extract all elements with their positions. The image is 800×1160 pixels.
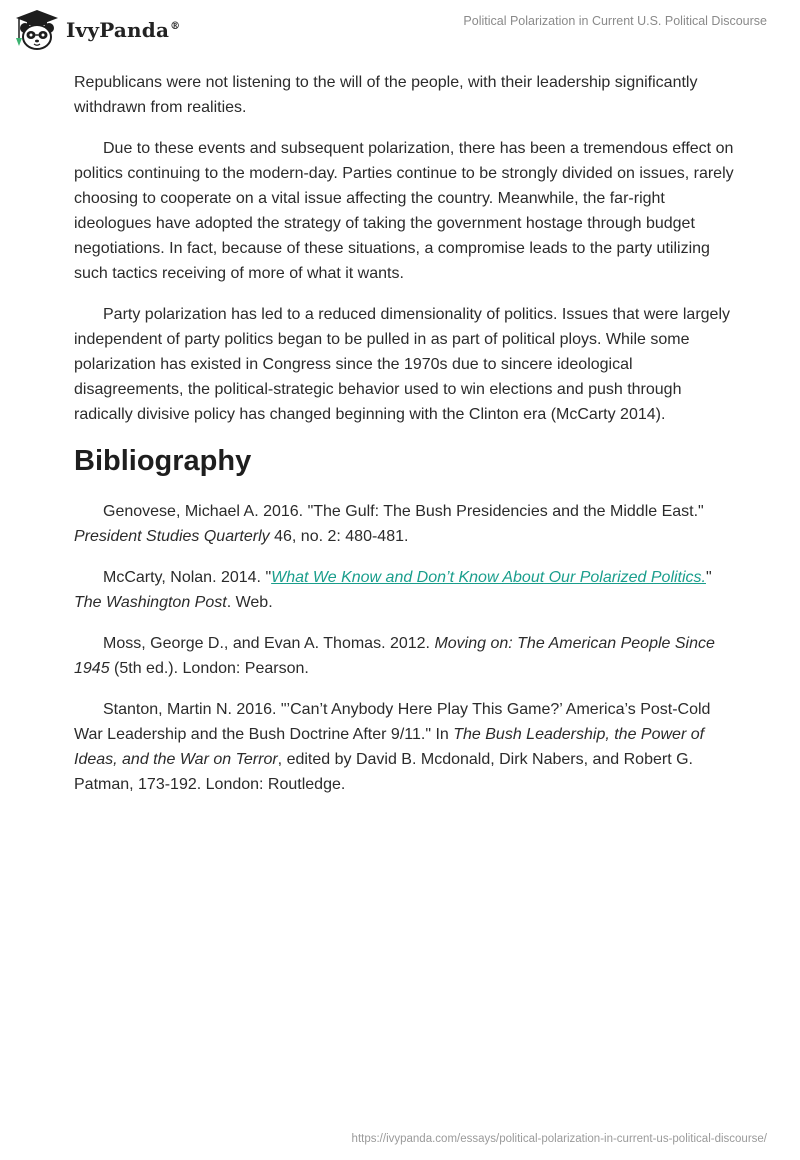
essay-content xyxy=(74,70,734,813)
bibliography-heading: Bibliography xyxy=(74,445,252,477)
logo-text: IvyPanda® xyxy=(66,18,181,42)
page-header xyxy=(0,0,800,66)
bib-entry-moss: Moss, George D., and Evan A. Thomas. 2012. Moving on: The American People Since 1945 (5th ed.). London: Pearson. xyxy=(74,635,715,677)
paragraph-2: Due to these events and subsequent polarization, there has been a tremendous effect on politics continuing to the modern-day. Parties continue to be strongly divided on issues, rarely choosing to cooperate on a vital issue affecting the country. Meanwhile, the far-right ideologues have adopted the strategy of taking the government hostage through budget negotiations. In fact, because of these situations, a compromise leads to the party utilizing such tactics receiving of more of what it wants. xyxy=(74,140,734,282)
bibliography-list xyxy=(74,499,734,797)
paragraph-1: Republicans were not listening to the will of the people, with their leadership significantly withdrawn from realities. xyxy=(74,74,698,116)
bib-entry-mccarty: McCarty, Nolan. 2014. "What We Know and Don’t Know About Our Polarized Politics." The Washington Post. Web. xyxy=(74,569,712,611)
bib-entry-stanton: Stanton, Martin N. 2016. "’Can’t Anybody Here Play This Game?’ America’s Post-Cold War Leadership and the Bush Doctrine After 9/11." In The Bush Leadership, the Power of Ideas, and the War on Terror, edited by David B. Mcdonald, Dirk Nabers, and Robert G. Patman, 173-192. London: Routledge. xyxy=(74,701,711,793)
footer-url[interactable]: https://ivypanda.com/essays/political-polarization-in-current-us-political-discourse/ xyxy=(351,1133,767,1145)
document-title: Political Polarization in Current U.S. Political Discourse xyxy=(463,14,767,28)
paragraph-3: Party polarization has led to a reduced dimensionality of politics. Issues that were largely independent of party politics began to be pulled in as part of political ploys. While some polarization has existed in Congress since the 1970s due to sincere ideological disagreements, the political-strategic behavior used to win elections and push through radically divisive policy has changed beginning with the Clinton era (McCarty 2014). xyxy=(74,306,730,423)
bib-entry-genovese: Genovese, Michael A. 2016. "The Gulf: The Bush Presidencies and the Middle East." President Studies Quarterly 46, no. 2: 480-481. xyxy=(74,503,704,545)
mccarty-article-link[interactable]: What We Know and Don’t Know About Our Polarized Politics. xyxy=(271,569,706,586)
ivypanda-logo[interactable] xyxy=(14,8,180,52)
panda-graduate-icon xyxy=(14,8,60,52)
